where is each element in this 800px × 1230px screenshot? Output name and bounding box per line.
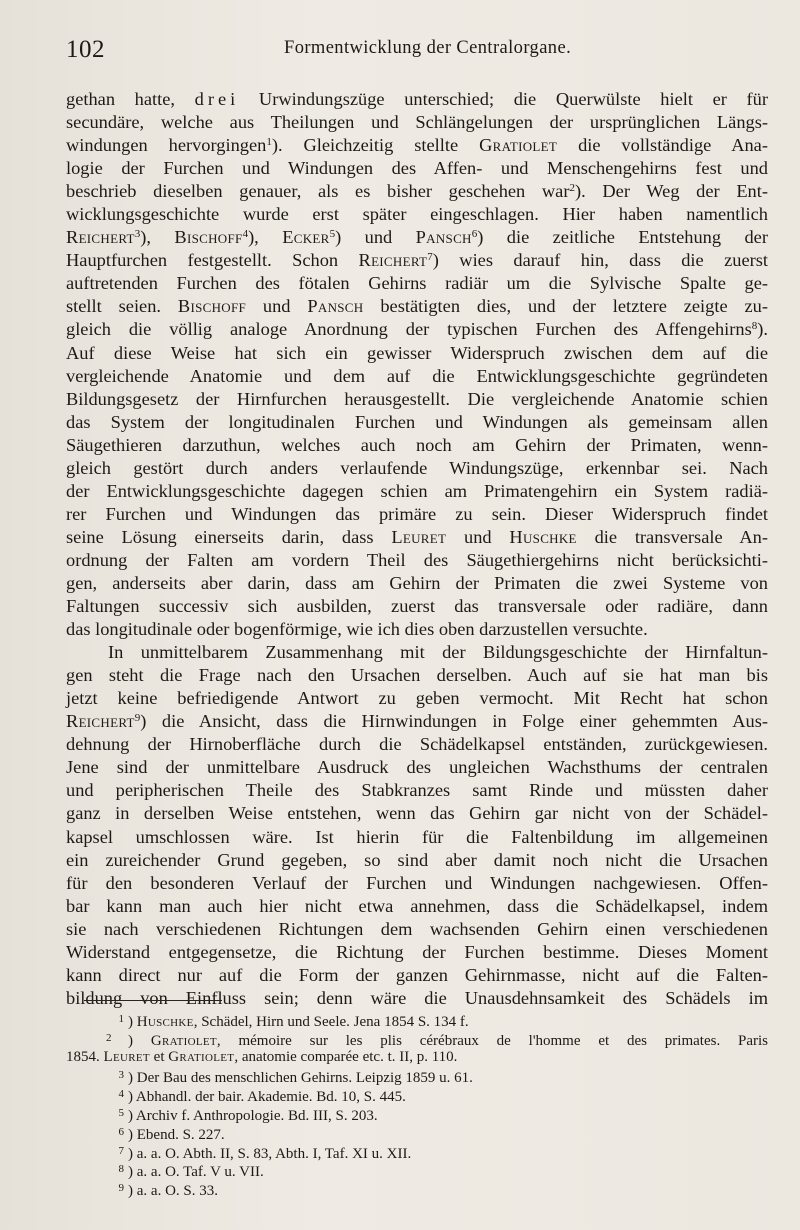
- footnote-ref: 8: [751, 320, 758, 333]
- text-line: ganz in derselben Weise entstehen, wenn das Gehirn gar nicht von der Schädel-: [66, 803, 768, 824]
- text-line: ordnung der Falten am vordern Theil des Säugethiergehirns nicht berücksichti-: [66, 549, 768, 570]
- text-line: beschrieb dieselben genauer, als es bisher geschehen war$^2$). Der Weg der Ent-: [66, 181, 768, 202]
- text-line: kapsel umschlossen wäre. Ist hierin für die Faltenbildung im allgemeinen: [66, 826, 768, 847]
- text-line: secundäre, welche aus Theilungen und Schlängelungen der ursprünglichen Längs-: [66, 112, 768, 133]
- footnote-ref: 1: [266, 136, 272, 149]
- footnotes: [66, 1010, 768, 1198]
- footnote: 2 ) Gratiolet, mémoire sur les plis cérébraux de l'homme et des primates. Paris: [106, 1031, 769, 1049]
- footnote: 7 ) a. a. O. Abth. II, S. 83, Abth. I, Taf. XI u. XII.: [118, 1144, 412, 1162]
- running-title: Formentwicklung der Centralorgane.: [284, 38, 572, 58]
- text-line: Jene sind der unmittelbare Ausdruck des ungleichen Wachsthums der centralen: [66, 757, 768, 778]
- text-line: Reichert$^9$) die Ansicht, dass die Hirnwindungen in Folge einer gehemmten Aus-: [66, 711, 768, 732]
- text-line: Reichert$^3$), Bischoff$^4$), Ecker$^5$) und Pansch$^6$) die zeitliche Entstehung der: [66, 227, 768, 248]
- text-line: der Entwicklungsgeschichte dagegen schien am Primatengehirn ein System radiä-: [66, 480, 768, 501]
- text-line: gen steht die Frage nach den Ursachen derselben. Auch auf sie hat man bis: [66, 665, 768, 686]
- footnote: 8 ) a. a. O. Taf. V u. VII.: [118, 1163, 264, 1181]
- footnote-ref: 9: [134, 712, 141, 725]
- body-text: [66, 88, 768, 1010]
- footnote: 1 ) Huschke, Schädel, Hirn und Seele. Jena 1854 S. 134 f.: [118, 1013, 469, 1030]
- page-number: 102: [66, 36, 105, 63]
- footnote-ref: 5: [329, 228, 336, 241]
- text-line: seine Lösung einerseits darin, dass Leuret und Huschke die transversale An-: [66, 526, 768, 547]
- footnote-ref: 2: [569, 182, 575, 195]
- text-line: und peripherischen Theile des Stabkranzes samt Rinde und müssten daher: [66, 780, 768, 801]
- text-line: rer Furchen und Windungen das primäre zu sein. Dieser Widerspruch findet: [66, 503, 768, 524]
- footnote: 9 ) a. a. O. S. 33.: [118, 1182, 218, 1200]
- text-line: gen, anderseits aber darin, dass am Gehirn der Primaten die zwei Systeme von: [66, 572, 768, 593]
- paragraph-start-line: In unmittelbarem Zusammenhang mit der Bildungsgeschichte der Hirnfaltun-: [108, 642, 768, 663]
- text-line: das System der longitudinalen Furchen und Windungen als gemeinsam allen: [66, 411, 768, 432]
- footnote-ref: 6: [471, 228, 478, 241]
- text-line: jetzt keine befriedigende Antwort zu geben vermocht. Mit Recht hat schon: [66, 688, 768, 709]
- text-line: Widerstand entgegensetze, die Richtung der Furchen bestimme. Dieses Moment: [66, 941, 768, 962]
- text-line: Bildungsgesetz der Hirnfurchen herausgestellt. Die vergleichende Anatomie schien: [66, 388, 768, 409]
- text-line: gethan hatte, drei Urwindungszüge unterschied; die Querwülste hielt er für: [66, 89, 768, 109]
- text-line: für den besonderen Verlauf der Furchen und Windungen nachgewiesen. Offen-: [66, 872, 768, 893]
- footnote: 4 ) Abhandl. der bair. Akademie. Bd. 10, S. 445.: [118, 1088, 406, 1106]
- text-line: auftretenden Furchen des fötalen Gehirns radiär um die Sylvische Spalte ge-: [66, 273, 768, 294]
- text-line: bar kann man auch hier nicht etwa annehmen, dass die Schädelkapsel, indem: [66, 895, 768, 916]
- text-line: vergleichende Anatomie und dem auf die Entwicklungsgeschichte gegründeten: [66, 365, 768, 386]
- footnote: 3 ) Der Bau des menschlichen Gehirns. Leipzig 1859 u. 61.: [118, 1069, 473, 1087]
- footnote: 6 ) Ebend. S. 227.: [118, 1125, 225, 1143]
- text-line: stellt seien. Bischoff und Pansch bestätigten dies, und der letztere zeigte zu-: [66, 296, 768, 317]
- page-header: [66, 36, 760, 66]
- text-line: sie nach verschiedenen Richtungen dem wachsenden Gehirn einen verschiedenen: [66, 918, 768, 939]
- text-line: kann direct nur auf die Form der ganzen Gehirnmasse, nicht auf die Falten-: [66, 964, 768, 985]
- footnote-continuation: 1854. Leuret et Gratiolet, anatomie comparée etc. t. II, p. 110.: [66, 1048, 458, 1065]
- text-line: Säugethieren darzuthun, welches auch noch am Gehirn der Primaten, wenn-: [66, 434, 768, 455]
- text-line: das longitudinale oder bogenförmige, wie ich dies oben darzustellen versuchte.: [66, 619, 648, 640]
- text-line: wicklungsgeschichte wurde erst später eingeschlagen. Hier haben namentlich: [66, 204, 768, 225]
- text-line: Faltungen successiv sich ausbilden, zuerst das transversale oder radiäre, dann: [66, 596, 768, 617]
- text-line: Auf diese Weise hat sich ein gewisser Widerspruch zwischen dem auf die: [66, 342, 768, 363]
- footnote-ref: 4: [242, 228, 249, 241]
- text-line: bildung von Einfluss sein; denn wäre die Unausdehnsamkeit des Schädels im: [66, 987, 768, 1008]
- text-line: Hauptfurchen festgestellt. Schon Reichert$^7$) wies darauf hin, dass die zuerst: [66, 250, 768, 271]
- text-line: logie der Furchen und Windungen des Affen- und Menschengehirns fest und: [66, 158, 768, 179]
- footnote-divider: [84, 1000, 222, 1001]
- text-line: ein zureichender Grund gegeben, so sind aber damit noch nicht die Ursachen: [66, 849, 768, 870]
- text-line: gleich gestört durch anders verlaufende Windungszüge, erkennbar sei. Nach: [66, 457, 768, 478]
- text-line: gleich die völlig analoge Anordnung der typischen Furchen des Affengehirns$^8$).: [66, 319, 768, 340]
- text-line: dehnung der Hirnoberfläche durch die Schädelkapsel entständen, zurückgewiesen.: [66, 734, 768, 755]
- footnote: 5 ) Archiv f. Anthropologie. Bd. III, S. 203.: [118, 1106, 378, 1124]
- text-line: windungen hervorgingen$^1$). Gleichzeitig stellte Gratiolet die vollständige Ana-: [66, 135, 768, 156]
- footnote-ref: 3: [134, 228, 141, 241]
- footnote-ref: 7: [427, 251, 433, 264]
